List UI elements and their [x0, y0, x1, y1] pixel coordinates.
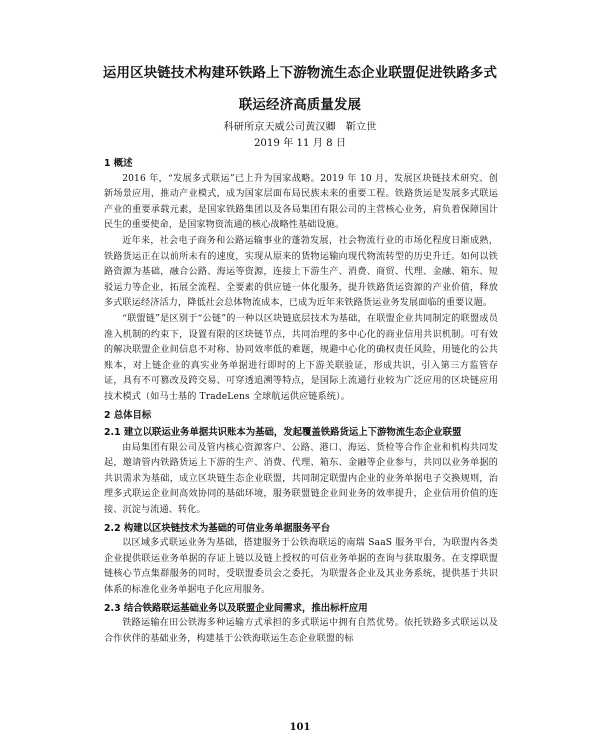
section-heading-1: 1 概述 [104, 158, 133, 169]
authors: 科研所京天威公司黄汉卿 靳立世 [223, 122, 377, 133]
paper-title-line-1: 运用区块链技术构建环铁路上下游物流生态企业联盟促进铁路多式 [102, 66, 498, 81]
paper-body [104, 154, 498, 647]
page-number: 101 [289, 722, 311, 733]
paragraph: 以区域多式联运业务为基础，搭建服务于公铁海联运的南瑞 SaaS 服务平台，为联盟内各类企业提供联运业务单据的存证上链以及链上授权的可信业务单据的查询与获取服务。在支撑联盟链核心节点集群服务的同时，受联盟委员会之委托，为联盟各企业及其业务系统，提供基于共识体系的标准化业务单据电子化应用服务。 [104, 538, 498, 596]
subsection-heading-2-3: 2.3 结合铁路联运基础业务以及联盟企业间需求，推出标杆应用 [104, 602, 368, 614]
subsection-heading-2-2: 2.2 构建以区块链技术为基础的可信业务单据服务平台 [104, 522, 331, 534]
subsection-heading-2-1: 2.1 建立以联运业务单据共识账本为基础，发起覆盖铁路货运上下游物流生态企业联盟 [104, 427, 462, 439]
paragraph: 2016 年，“发展多式联运”已上升为国家战略。2019 年 10 月，发展区块链技术研究、创新场景应用，推动产业模式，成为国家层面布局民族未来的重要工程。铁路货运是发展多式联运产业的重要承载元素，是国家铁路集团以及各局集团有限公司的主营核心业务，肩负着保障国计民生的重要使命，是国家物资流通的核心战略性基础设施。 [104, 173, 498, 231]
paragraph: 铁路运输在田公铁海多种运输方式承担的多式联运中拥有自然优势。依托铁路多式联运以及合作伙伴的基础业务，构建基于公铁海联运生态企业联盟的标 [104, 618, 498, 644]
section-heading-2: 2 总体目标 [104, 409, 152, 421]
paragraph: “联盟链”是区别于“公链”的一种以区块链底层技术为基础，在联盟企业共同制定的联盟成员准入机制的约束下，设置有限的区块链节点，共同治理的多中心化的商业信用共识机制。可有效的解决联盟企业间信息不对称、协同效率低的难题，规避中心化的确权责任风险，用链化的公共账本，对上链企业的真实业务单据进行即时的上下游关联验证，形成共识，引入第三方监管存证，具有不可篡改及跨交易、可穿透追溯等特点，是国际上流通行业较为广泛应用的区块链应用技术模式（如马士基的 TradeLens 全球航运供应链系统）。 [104, 313, 498, 402]
paper-title-line-2: 联运经济高质量发展 [238, 98, 362, 113]
paragraph: 近年来，社会电子商务和公路运输事业的蓬勃发展，社会物流行业的市场化程度日渐成熟，铁路货运正在以前所未有的速度，实现从原来的货物运输向现代物流转型的历史升迁。如何以铁路资源为基础，融合公路、海运等资源，连接上下游生产、消费、商贸、代理、金融、箱东、短驳运力等企业，拓展全流程、全要素的供应链一体化服务，提升铁路货运资源的产业价值，释放多式联运经济活力，降低社会总体物流成本，已成为近年来铁路货运业务发展面临的重要议题。 [104, 235, 498, 309]
date: 2019 年 11 月 8 日 [253, 138, 347, 149]
paragraph: 由局集团有限公司及管内核心资源客户、公路、港口、海运、货检等合作企业和机构共同发起，邀请管内铁路货运上下游的生产、消费、代理、箱东、金融等企业参与，共同以业务单据的共识需求为基础，成立区块链生态企业联盟，共同制定联盟内企业的业务单据电子交换规则，治理多式联运企业间高效协同的基础环境，服务联盟链企业间业务的效率提升，企业信用价值的连接、沉淀与流通、转化。 [104, 442, 498, 516]
